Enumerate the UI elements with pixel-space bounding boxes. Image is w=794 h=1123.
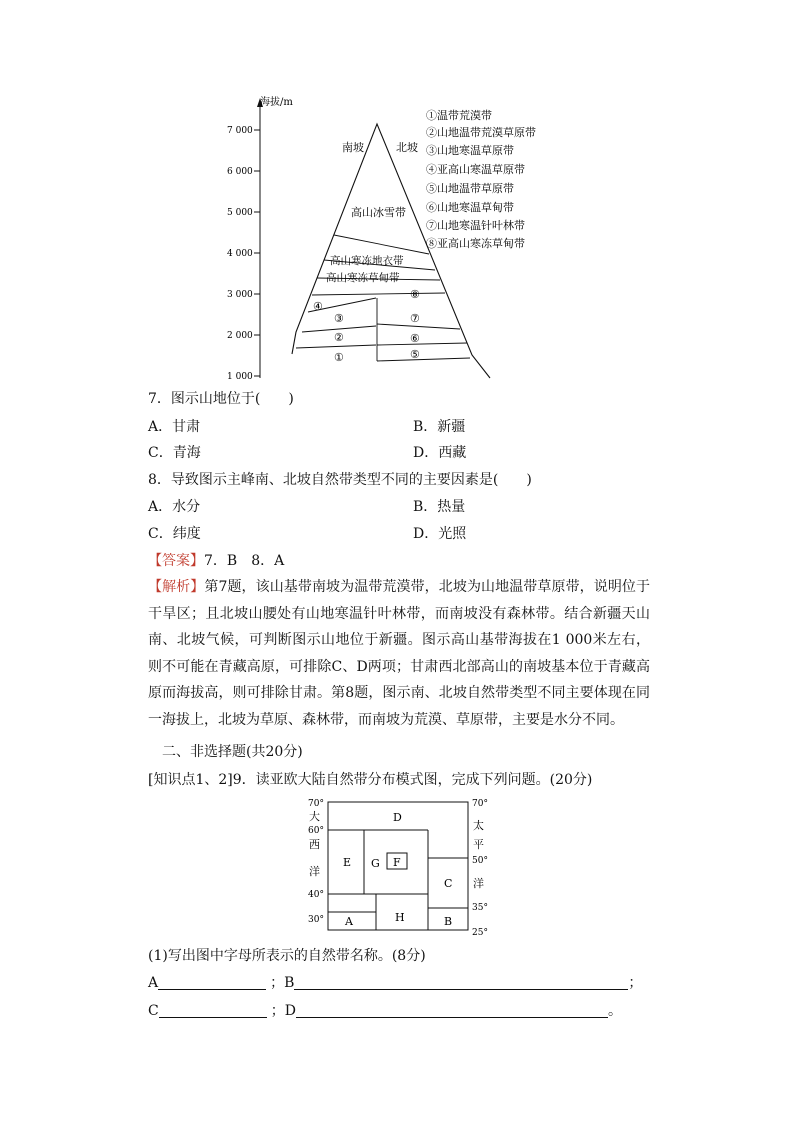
analysis-label: 【解析】 [148, 579, 205, 595]
section2-title: 二、非选择题(共20分) [162, 744, 303, 760]
y-tick-6000: 6 000 [227, 167, 253, 177]
cell-A: A [345, 915, 353, 928]
right-ocean-char: 洋 [473, 877, 484, 890]
q7-option-c[interactable]: C．青海 [148, 445, 201, 461]
q7-option-d[interactable]: D．西藏 [413, 445, 467, 461]
answer-blank-A[interactable] [158, 975, 266, 990]
legend-item: ④亚高山寒温草原带 [426, 163, 525, 176]
q9-stem: [知识点1、2]9．读亚欧大陆自然带分布模式图，完成下列问题。(20分) [148, 772, 593, 788]
label-A: A [148, 975, 159, 991]
q9-1-stem: (1)写出图中字母所表示的自然带名称。(8分) [148, 948, 426, 964]
answer-label: 【答案】 [148, 553, 204, 569]
q8-option-a[interactable]: A．水分 [148, 499, 201, 515]
right-lat-50: 50° [472, 856, 488, 866]
cell-B: B [444, 915, 453, 928]
period-end: 。 [607, 1003, 622, 1019]
q9-1-row-ab [148, 975, 642, 990]
marker-3: ③ [334, 312, 344, 325]
q8-option-c[interactable]: C．纬度 [148, 526, 201, 542]
y-tick-3000: 3 000 [227, 290, 253, 300]
zone-meadow-label: 高山寒冻草甸带 [326, 272, 400, 284]
marker-8: ⑧ [410, 288, 420, 301]
marker-6: ⑥ [410, 332, 420, 345]
left-lat-40: 40° [308, 890, 324, 900]
zone-lichen-label: 高山寒冻地衣带 [330, 255, 404, 267]
legend-item: ①温带荒漠带 [426, 109, 492, 122]
cell-F: F [393, 856, 401, 869]
left-ocean-char: 西 [309, 838, 320, 851]
y-tick-2000: 2 000 [227, 331, 253, 341]
y-axis-label: 海拔/m [260, 97, 293, 108]
left-ocean-char: 大 [309, 810, 320, 823]
cell-E: E [343, 856, 352, 869]
y-tick-1000: 1 000 [227, 372, 253, 382]
legend-item: ⑧亚高山寒冻草甸带 [426, 237, 525, 250]
cell-H: H [395, 911, 405, 924]
marker-7: ⑦ [410, 312, 420, 325]
cell-G: G [371, 857, 380, 870]
left-lat-60: 60° [308, 826, 324, 836]
marker-2: ② [334, 331, 344, 344]
north-slope-label: 北坡 [396, 141, 418, 154]
q9-1-row-cd [148, 1003, 622, 1018]
legend-item: ⑥山地寒温草甸带 [426, 201, 514, 214]
y-tick-4000: 4 000 [227, 249, 253, 259]
analysis-paragraph [148, 574, 650, 734]
cell-D: D [393, 811, 402, 824]
right-lat-25: 25° [472, 928, 488, 938]
y-tick-7000: 7 000 [227, 126, 253, 136]
label-C: C [148, 1003, 159, 1019]
right-lat-70: 70° [472, 799, 488, 809]
right-ocean-char: 平 [473, 838, 484, 851]
answer-blank-D[interactable] [296, 1003, 608, 1018]
q8-option-b[interactable]: B．热量 [413, 499, 466, 515]
q8-stem: 8．导致图示主峰南、北坡自然带类型不同的主要因素是( ) [148, 472, 532, 488]
mountain-legend [426, 108, 536, 250]
eurasia-zone-figure [298, 796, 498, 942]
marker-4: ④ [313, 300, 323, 313]
left-lat-30: 30° [308, 915, 324, 925]
mountain-zonation-figure [227, 92, 560, 384]
legend-item: ⑦山地寒温针叶林带 [426, 219, 525, 232]
right-ocean-char: 太 [473, 819, 484, 832]
south-slope-label: 南坡 [342, 141, 364, 154]
zone-snow-label: 高山冰雪带 [351, 206, 406, 219]
y-ticks [227, 126, 260, 382]
label-D: ；D [270, 1003, 296, 1019]
q7-stem: 7．图示山地位于( ) [148, 391, 294, 407]
legend-item: ③山地寒温草原带 [426, 144, 514, 157]
answer-blank-B[interactable] [294, 975, 628, 990]
analysis-text: 第7题，该山基带南坡为温带荒漠带，北坡为山地温带草原带，说明位于干旱区；且北坡山腰处有山地寒温针叶林带，而南坡没有森林带。结合新疆天山南、北坡气候，可判断图示山地位于新疆。图示高山基带海拔在1 000米左右，则不可能在青藏高原，可排除C、D两项；甘肃西北部高山的南坡基本位于青藏高原而海拔高，则可排除甘肃。第8题，图示南、北坡自然带类型不同主要体现在同一海拔上，北坡为草原、森林带，而南坡为荒漠、草原带，主要是水分不同。 [148, 579, 651, 728]
q7-option-a[interactable]: A．甘肃 [148, 419, 201, 435]
left-ocean-char: 洋 [309, 865, 320, 878]
marker-5: ⑤ [410, 348, 420, 361]
answer-line [148, 554, 284, 568]
semicolon-end: ； [628, 975, 643, 991]
cell-C: C [444, 877, 453, 890]
marker-1: ① [334, 351, 344, 364]
answer-blank-C[interactable] [159, 1003, 267, 1018]
right-lat-35: 35° [472, 903, 488, 913]
legend-item: ⑤山地温带草原带 [426, 182, 514, 195]
label-B: ；B [270, 975, 295, 991]
q7-option-b[interactable]: B．新疆 [413, 419, 466, 435]
answer-text: 7．B 8．A [204, 553, 285, 569]
legend-item: ②山地温带荒漠草原带 [426, 126, 536, 139]
left-lat-70: 70° [308, 799, 324, 809]
q8-option-d[interactable]: D．光照 [413, 526, 467, 542]
y-tick-5000: 5 000 [227, 208, 253, 218]
